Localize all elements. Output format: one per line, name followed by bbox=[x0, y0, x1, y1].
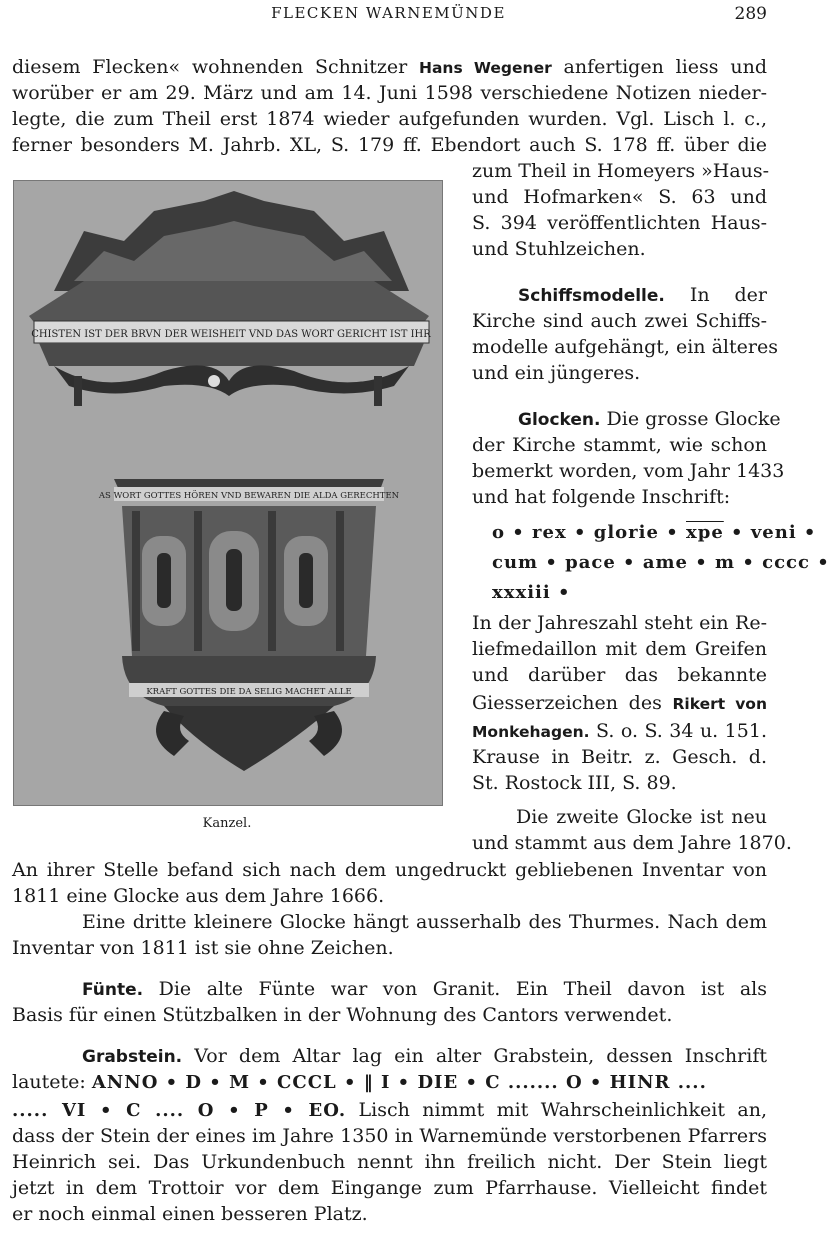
canopy-pendant bbox=[374, 376, 382, 406]
saint-figure bbox=[157, 553, 171, 608]
canopy-inscription: CHISTEN IST DER BRVN DER WEISHEIT VND DAS WORT GERICHT IST IHR bbox=[31, 329, 431, 340]
text-line: und Hofmarken« S. 63 und bbox=[472, 186, 767, 208]
canopy-pendant bbox=[208, 375, 220, 387]
text-line: S. 394 veröffentlichten Haus- bbox=[472, 212, 767, 234]
bell-inscription-line bbox=[492, 520, 817, 548]
saint-figure bbox=[226, 549, 242, 611]
gravestone-inscription: ANNO • D • M • CCCL • ‖ I • DIE • C ....... O • HINR .... bbox=[91, 1072, 707, 1093]
running-title: FLECKEN WARNEMÜNDE bbox=[271, 4, 506, 22]
text-line: und ein jüngeres. bbox=[472, 362, 641, 384]
text-fragment: Die alte Fünte war von Granit. Ein Theil davon ist als bbox=[143, 978, 767, 1000]
page-number: 289 bbox=[734, 4, 767, 24]
text-fragment: Vor dem Altar lag ein alter Grabstein, dessen Inschrift bbox=[182, 1045, 767, 1067]
text-fragment: In der bbox=[664, 284, 767, 306]
figure-caption: Kanzel. bbox=[202, 816, 252, 831]
text-line bbox=[82, 1043, 767, 1069]
text-line: St. Rostock III, S. 89. bbox=[472, 772, 677, 794]
text-line bbox=[518, 406, 781, 432]
text-line: Kirche sind auch zwei Schiffs- bbox=[472, 310, 767, 332]
text-line: modelle aufgehängt, ein älteres bbox=[472, 336, 778, 358]
text-line: und stammt aus dem Jahre 1870. bbox=[472, 832, 792, 854]
text-line bbox=[12, 1069, 767, 1095]
text-line: und hat folgende Inschrift: bbox=[472, 486, 731, 508]
text-line: der Kirche stammt, wie schon bbox=[472, 434, 767, 456]
text-fragment: Die grosse Glocke bbox=[600, 408, 781, 430]
text-line bbox=[82, 976, 767, 1002]
pulpit-engraving bbox=[14, 181, 442, 805]
inscription-fragment: $\overline{xpe}$ bbox=[686, 522, 724, 543]
inscription-fragment: o • rex • glorie • bbox=[492, 522, 686, 543]
text-line bbox=[12, 1097, 767, 1123]
column bbox=[132, 511, 140, 651]
text-line: worüber er am 29. März und am 14. Juni 1598 verschiedene Notizen nieder- bbox=[12, 82, 767, 104]
text-line: und darüber das bekannte bbox=[472, 664, 767, 686]
text-line: In der Jahreszahl steht ein Re- bbox=[472, 612, 767, 634]
section-heading-glocken: Glocken. bbox=[518, 410, 601, 430]
pulpit-inscription-top: AS WORT GOTTES HÖREN VND BEWAREN DIE ALDA GERECHTEN bbox=[98, 491, 400, 501]
text-line bbox=[472, 718, 767, 744]
pulpit-illustration bbox=[13, 180, 443, 806]
text-line: Basis für einen Stützbalken in der Wohnung des Cantors verwendet. bbox=[12, 1004, 673, 1026]
text-line: Heinrich sei. Das Urkundenbuch nennt ihn freilich nicht. Der Stein liegt bbox=[12, 1151, 767, 1173]
bell-inscription-line: xxxiii • bbox=[492, 582, 571, 603]
text-line: Die zweite Glocke ist neu bbox=[516, 806, 767, 828]
text-line: Eine dritte kleinere Glocke hängt ausserhalb des Thurmes. Nach dem bbox=[82, 911, 767, 933]
column bbox=[268, 511, 276, 651]
text-line bbox=[12, 54, 767, 80]
text-line: er noch einmal einen besseren Platz. bbox=[12, 1203, 368, 1225]
text-fragment: Lisch nimmt mit Wahrscheinlichkeit an, bbox=[346, 1099, 768, 1121]
saint-figure bbox=[299, 553, 313, 608]
inscription-fragment: • veni • bbox=[723, 522, 817, 543]
text-line: zum Theil in Homeyers »Haus- bbox=[472, 160, 770, 182]
gravestone-inscription: ..... VI • C .... O • P • EO. bbox=[12, 1100, 347, 1121]
section-heading-funte: Fünte. bbox=[82, 980, 144, 1000]
person-name: Hans Wegener bbox=[419, 59, 552, 77]
text-line: liefmedaillon mit dem Greifen bbox=[472, 638, 767, 660]
text-line: bemerkt worden, vom Jahr 1433 bbox=[472, 460, 785, 482]
canopy-frieze bbox=[39, 343, 424, 366]
text-line: 1811 eine Glocke aus dem Jahre 1666. bbox=[12, 885, 385, 907]
text-line: Krause in Beitr. z. Gesch. d. bbox=[472, 746, 767, 768]
text-line: ferner besonders M. Jahrb. XL, S. 179 ff. Ebendort auch S. 178 ff. über die bbox=[12, 134, 767, 156]
text-fragment: Giesserzeichen des bbox=[472, 692, 673, 714]
text-line: jetzt in dem Trottoir vor dem Eingange zum Pfarrhause. Vielleicht findet bbox=[12, 1177, 767, 1199]
text-line bbox=[472, 690, 767, 716]
bell-inscription-line: cum • pace • ame • m • cccc • bbox=[492, 552, 830, 573]
column bbox=[336, 511, 344, 651]
running-header bbox=[0, 4, 777, 26]
text-line bbox=[518, 282, 767, 308]
text-fragment: anfertigen liess und bbox=[551, 56, 767, 78]
section-heading-schiffsmodelle: Schiffsmodelle. bbox=[518, 286, 665, 306]
section-heading-grabstein: Grabstein. bbox=[82, 1047, 183, 1067]
text-line: legte, die zum Theil erst 1874 wieder aufgefunden wurden. Vgl. Lisch l. c., bbox=[12, 108, 767, 130]
column bbox=[194, 511, 202, 651]
person-name: Monkehagen. bbox=[472, 723, 590, 741]
pulpit-inscription-bottom: KRAFT GOTTES DIE DA SELIG MACHET ALLE bbox=[146, 687, 352, 697]
text-fragment: lautete: bbox=[12, 1071, 92, 1093]
text-fragment: S. o. S. 34 u. 151. bbox=[589, 720, 767, 742]
text-line: Inventar von 1811 ist sie ohne Zeichen. bbox=[12, 937, 394, 959]
text-fragment: diesem Flecken« wohnenden Schnitzer bbox=[12, 56, 419, 78]
person-name: Rikert von bbox=[672, 695, 767, 713]
text-line: An ihrer Stelle befand sich nach dem ungedruckt gebliebenen Inventar von bbox=[12, 859, 767, 881]
pulpit-base bbox=[122, 656, 376, 706]
canopy-pendant bbox=[74, 376, 82, 406]
text-line: dass der Stein der eines im Jahre 1350 in Warnemünde verstorbenen Pfarrers bbox=[12, 1125, 767, 1147]
text-line: und Stuhlzeichen. bbox=[472, 238, 646, 260]
